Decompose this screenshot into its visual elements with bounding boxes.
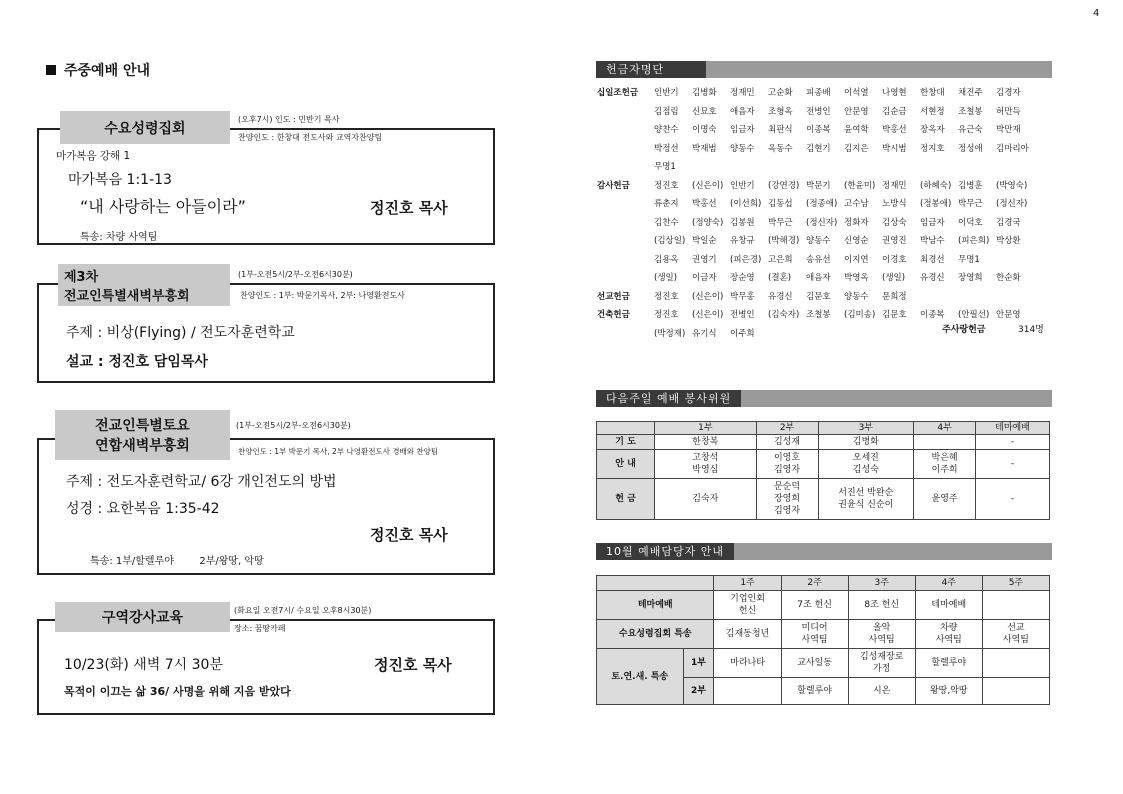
offering-row <box>597 290 1049 304</box>
offering-name: (김숙자) <box>768 310 800 320</box>
offering-name: (강연경) <box>768 180 800 191</box>
offering-row <box>597 216 1049 230</box>
offering-name: 전병인 <box>806 106 831 117</box>
offering-name: 이주희 <box>730 328 755 339</box>
offering-name: 양동수 <box>730 143 755 154</box>
offering-name: (이선희) <box>730 199 762 209</box>
row-label-cell: 헌 금 <box>597 479 655 520</box>
offering-name: 조형옥 <box>768 106 793 117</box>
dawn-revival-tag <box>58 264 230 306</box>
table-cell: 할렐루야 <box>915 649 982 678</box>
next-week-table <box>596 421 1050 520</box>
offering-name: 조철봉 <box>958 106 983 117</box>
offering-names <box>654 142 1034 154</box>
offering-name: 윤여학 <box>844 125 869 135</box>
offering-name: (결혼) <box>768 273 792 283</box>
table-cell: 윤영주 <box>914 479 976 520</box>
dawn-revival-theme: 주제 : 비상(Flying) / 전도자훈련학교 <box>66 325 295 341</box>
district-tag: 구역강사교육 <box>55 602 230 632</box>
offering-name: 정재민 <box>882 180 907 191</box>
offering-name: (정양숙) <box>692 217 724 228</box>
row-label-cell: 테마예배 <box>597 591 714 620</box>
page-number: 4 <box>1093 8 1100 19</box>
offering-name: 신묘호 <box>692 106 717 117</box>
offering-name: 무명1 <box>654 162 676 172</box>
table-cell <box>982 649 1049 678</box>
offering-names <box>654 271 1034 283</box>
table-header-cell: 4주 <box>915 576 982 591</box>
offering-name: 박홍선 <box>692 199 717 209</box>
table-cell: 미디어 사역팀 <box>781 620 848 649</box>
offering-name: 옥동수 <box>768 143 793 154</box>
dawn-revival-tag-line1: 제3차 <box>64 270 99 285</box>
table-cell: 고창석 박영심 <box>655 450 756 479</box>
offering-name: (박정재) <box>654 328 686 339</box>
offering-name: 피종배 <box>806 88 831 98</box>
offering-name: 고수남 <box>844 199 869 209</box>
offering-category: 십일조헌금 <box>597 88 639 98</box>
offering-name: 박정선 <box>654 143 679 154</box>
table-row <box>597 649 1050 678</box>
offering-name: 양찬수 <box>654 125 679 135</box>
offering-name: 박남수 <box>920 236 945 246</box>
table-cell: 시온 <box>848 678 915 705</box>
offering-name: 박일순 <box>692 236 717 246</box>
offering-name: 정진호 <box>654 310 679 320</box>
wednesday-scripture: 마가복음 1:1-13 <box>68 172 172 188</box>
table-cell: 서진선 박완순 권윤식 신순이 <box>818 479 913 520</box>
table-cell: 왕땅,악땅 <box>915 678 982 705</box>
offering-name: 인반기 <box>730 180 755 191</box>
saturday-scripture: 성경 : 요한복음 1:35-42 <box>66 501 220 517</box>
offering-name: 김경국 <box>996 217 1021 228</box>
table-cell: 김성재장로 가정 <box>848 649 915 678</box>
row-label-cell: 토.연.새. 특송 <box>597 649 684 705</box>
table-cell: - <box>976 450 1050 479</box>
offering-names <box>654 234 1034 246</box>
table-cell: 김성재 <box>756 435 818 450</box>
offering-name: 문희정 <box>882 291 907 302</box>
square-bullet-icon <box>46 65 56 75</box>
offering-row <box>597 197 1049 211</box>
table-cell: 할렐루야 <box>781 678 848 705</box>
offering-name: 양동수 <box>844 291 869 302</box>
offering-name: 정성애 <box>958 143 983 154</box>
offering-name: 김순금 <box>882 106 907 117</box>
offering-name: (정신자) <box>806 217 838 228</box>
offering-name: 신영순 <box>844 236 869 246</box>
offering-name: (정종애) <box>806 199 838 209</box>
wednesday-series: 마가복음 강해 1 <box>56 150 131 162</box>
offering-name: (하혜숙) <box>920 180 952 191</box>
offering-name: (박해경) <box>768 236 800 246</box>
offering-name: 박문기 <box>806 180 831 191</box>
table-header-cell: 2부 <box>756 422 818 435</box>
table-cell: 이영호 김영자 <box>756 450 818 479</box>
table-row <box>597 435 1050 450</box>
offering-row <box>597 142 1049 156</box>
table-cell <box>714 678 781 705</box>
offering-name: 애음자 <box>730 106 755 117</box>
table-header-cell <box>597 576 714 591</box>
offering-name: 고순화 <box>768 88 793 98</box>
offering-name: 이종복 <box>920 310 945 320</box>
offering-name: 전병인 <box>730 310 755 320</box>
offering-header <box>596 61 1052 78</box>
table-cell <box>982 678 1049 705</box>
table-header-cell: 2주 <box>781 576 848 591</box>
offering-name: 유근숙 <box>958 125 983 135</box>
table-cell: 문순덕 장영희 김영자 <box>756 479 818 520</box>
offering-name: 박무근 <box>958 199 983 209</box>
offering-name: 유기식 <box>692 328 717 339</box>
offering-extra-label: 주사랑헌금 <box>942 325 986 335</box>
offering-name: 장옥자 <box>920 125 945 135</box>
saturday-preacher: 정진호 목사 <box>370 526 448 544</box>
offering-name: 정지호 <box>920 143 945 154</box>
offering-name: 안문영 <box>996 310 1021 320</box>
offering-name: 이석열 <box>844 88 869 98</box>
offering-name: 김문호 <box>882 310 907 320</box>
offering-name: 권영기 <box>692 254 717 265</box>
offering-name: 서현정 <box>920 106 945 117</box>
offering-category: 선교헌금 <box>597 291 630 302</box>
table-cell: 김재동청년 <box>714 620 781 649</box>
row-label-cell: 수요성령집회 특송 <box>597 620 714 649</box>
offering-name: 박만재 <box>996 125 1021 135</box>
wednesday-preacher: 정진호 목사 <box>370 199 448 217</box>
offering-name: 박무홍 <box>730 291 755 302</box>
offering-name: 이지연 <box>844 254 869 265</box>
table-cell: - <box>976 479 1050 520</box>
offering-name: 박홍선 <box>882 125 907 135</box>
table-header-cell: 5주 <box>982 576 1049 591</box>
table-header-cell: 1주 <box>714 576 781 591</box>
offering-name: 허만득 <box>996 106 1021 117</box>
offering-name: 한창대 <box>920 88 945 98</box>
offering-names <box>654 308 1034 320</box>
offering-name: 김마리아 <box>996 143 1029 154</box>
table-header-cell: 4부 <box>914 422 976 435</box>
table-cell <box>914 435 976 450</box>
offering-name: (정봉애) <box>920 199 952 209</box>
table-cell: 김병화 <box>818 435 913 450</box>
table-cell: 오세진 김성숙 <box>818 450 913 479</box>
offering-category: 건축헌금 <box>597 310 630 320</box>
offering-name: 김상숙 <box>882 217 907 228</box>
october-title: 10월 예배담당자 안내 <box>596 543 734 560</box>
saturday-tag-line1: 전교인특별토요 <box>95 418 190 434</box>
offering-name: 나영현 <box>882 88 907 98</box>
offering-name: 애음자 <box>806 273 831 283</box>
table-cell: 교사일동 <box>781 649 848 678</box>
offering-names <box>654 216 1034 228</box>
offering-name: 박재범 <box>692 143 717 154</box>
offering-names <box>654 123 1034 135</box>
offering-name: (신은이) <box>692 310 724 320</box>
row-label-cell: 안 내 <box>597 450 655 479</box>
offering-name: (김미송) <box>844 310 876 320</box>
offering-names <box>654 160 692 172</box>
table-cell <box>982 591 1049 620</box>
offering-name: (피은희) <box>958 236 990 246</box>
section-title-text: 주중예배 안내 <box>64 63 151 79</box>
offering-name: 고은희 <box>768 254 793 265</box>
next-week-header <box>596 390 1052 407</box>
table-header-cell <box>597 422 655 435</box>
offering-name: (정신자) <box>996 199 1028 209</box>
row-label-cell: 2부 <box>683 678 714 705</box>
offering-name: 정진호 <box>654 291 679 302</box>
offering-name: 무명1 <box>958 254 980 265</box>
district-meta-place: 장소: 꿈땅카페 <box>234 624 286 633</box>
offering-name: 인반기 <box>654 88 679 98</box>
offering-row <box>597 253 1049 267</box>
table-header-row <box>597 576 1050 591</box>
offering-name: 임금자 <box>730 125 755 135</box>
offering-row <box>597 105 1049 119</box>
table-header-row <box>597 422 1050 435</box>
offering-name: 김봉원 <box>730 217 755 228</box>
offering-name: 정재민 <box>730 88 755 98</box>
district-meta-time: (화요일 오전7시/ 수요일 오후8시30분) <box>234 606 372 615</box>
offering-name: 최판식 <box>768 125 793 135</box>
table-header-cell: 1부 <box>655 422 756 435</box>
table-cell: 기업인회 헌신 <box>714 591 781 620</box>
table-cell: 올악 사역팀 <box>848 620 915 649</box>
table-header-cell: 3부 <box>818 422 913 435</box>
table-cell: 선교 사역팀 <box>982 620 1049 649</box>
next-week-title: 다음주일 예배 봉사위원 <box>596 390 741 407</box>
offering-name: 이덕호 <box>958 217 983 228</box>
row-label-cell: 1부 <box>683 649 714 678</box>
district-preacher: 정진호 목사 <box>374 656 452 674</box>
table-cell: 마라나타 <box>714 649 781 678</box>
offering-name: (신은이) <box>692 291 724 302</box>
offering-name: 김점림 <box>654 106 679 117</box>
table-cell: 테마예배 <box>915 591 982 620</box>
offering-title: 헌금자명단 <box>596 61 706 78</box>
offering-name: 노방식 <box>882 199 907 209</box>
saturday-theme: 주제 : 전도자훈련학교/ 6강 개인전도의 방법 <box>66 474 337 490</box>
offering-name: 유경신 <box>768 291 793 302</box>
saturday-tag-line2: 연합새벽부흥회 <box>95 438 190 454</box>
offering-name: 장순영 <box>730 273 755 283</box>
saturday-meta-time: (1부-오전5시/2부-오전6시30분) <box>236 421 351 430</box>
district-date: 10/23(화) 새벽 7시 30분 <box>64 657 223 673</box>
saturday-tag <box>55 410 230 460</box>
offering-name: 김문호 <box>806 291 831 302</box>
offering-name: (김상일) <box>654 236 686 246</box>
offering-name: 박영옥 <box>844 273 869 283</box>
offering-row <box>597 123 1049 137</box>
offering-name: (피은경) <box>730 254 762 265</box>
offering-row <box>597 308 1049 322</box>
offering-row <box>597 179 1049 193</box>
dawn-revival-meta-praise: 찬양인도 : 1부: 박문기목사, 2부: 나영환전도사 <box>240 291 405 300</box>
offering-name: 이금자 <box>692 273 717 283</box>
offering-name: 김병훈 <box>958 180 983 191</box>
wednesday-meta-time: (오후7시) 인도 : 민반기 목사 <box>238 115 340 124</box>
offering-name: 권영진 <box>882 236 907 246</box>
wednesday-special: 특송: 차량 사역팀 <box>80 232 158 243</box>
offering-names <box>654 86 1034 98</box>
offering-names <box>654 253 996 265</box>
offering-name: (생일) <box>654 273 678 283</box>
offering-row <box>597 271 1049 285</box>
offering-name: 최경선 <box>920 254 945 265</box>
table-cell: 7조 헌신 <box>781 591 848 620</box>
offering-name: 안문영 <box>844 106 869 117</box>
offering-name: 김찬수 <box>654 217 679 228</box>
offering-name: 류춘지 <box>654 199 679 209</box>
offering-name: 한순화 <box>996 273 1021 283</box>
offering-row <box>597 234 1049 248</box>
offering-names <box>654 105 1034 117</box>
offering-name: 이명숙 <box>692 125 717 135</box>
dawn-revival-tag-line2: 전교인특별새벽부흥회 <box>64 289 190 304</box>
table-row <box>597 620 1050 649</box>
table-cell: 김숙자 <box>655 479 756 520</box>
table-row <box>597 479 1050 520</box>
offering-row <box>597 86 1049 100</box>
offering-name: 임금자 <box>920 217 945 228</box>
offering-category: 감사헌금 <box>597 180 630 191</box>
offering-name: 김경자 <box>996 88 1021 98</box>
offering-name: 정화자 <box>844 217 869 228</box>
offering-name: (생일) <box>882 273 906 283</box>
saturday-meta-praise: 찬양인도 : 1부 박문기 목사, 2부 나영환전도사 경배와 찬양팀 <box>238 447 439 456</box>
offering-name: (안필선) <box>958 310 990 320</box>
offering-name: 채진주 <box>958 88 983 98</box>
table-row <box>597 450 1050 479</box>
dawn-revival-meta-time: (1부-오전5시/2부-오전6시30분) <box>238 270 353 279</box>
row-label-cell: 기 도 <box>597 435 655 450</box>
table-header-cell: 3주 <box>848 576 915 591</box>
wednesday-sermon: “내 사랑하는 아들이라” <box>80 197 246 216</box>
offering-name: 유경신 <box>920 273 945 283</box>
offering-name: 김동섭 <box>768 199 793 209</box>
offering-row <box>597 160 1049 174</box>
october-header <box>596 543 1052 560</box>
offering-name: 김현기 <box>806 143 831 154</box>
offering-name: (박영숙) <box>996 180 1028 191</box>
table-cell: 한창복 <box>655 435 756 450</box>
offering-names <box>654 290 920 302</box>
offering-name: 박시범 <box>882 143 907 154</box>
table-header-cell: 테마예배 <box>976 422 1050 435</box>
saturday-special: 특송: 1부/할렐루야 2부/왕땅, 악땅 <box>90 556 264 567</box>
offering-name: 이종복 <box>806 125 831 135</box>
offering-name: (신은이) <box>692 180 724 191</box>
table-cell: 8조 헌신 <box>848 591 915 620</box>
offering-names <box>654 327 768 339</box>
wednesday-meta-praise: 찬양인도 : 한창대 전도사와 교역자찬양팀 <box>238 133 383 142</box>
october-table <box>596 575 1050 705</box>
dawn-revival-preacher: 설교 : 정진호 담임목사 <box>66 354 208 370</box>
offering-extra-value: 314명 <box>1018 325 1044 335</box>
table-row <box>597 591 1050 620</box>
offering-name: 이경호 <box>882 254 907 265</box>
offering-name: 박무근 <box>768 217 793 228</box>
offering-name: 조철봉 <box>806 310 831 320</box>
offering-names <box>654 197 1034 209</box>
offering-name: 유창규 <box>730 236 755 246</box>
section-title <box>46 60 150 80</box>
offering-name: 송유선 <box>806 254 831 265</box>
offering-names <box>654 179 1034 191</box>
offering-name: 양동수 <box>806 236 831 246</box>
table-cell: 박은혜 이주희 <box>914 450 976 479</box>
table-cell: - <box>976 435 1050 450</box>
offering-name: 김병화 <box>692 88 717 98</box>
district-note: 목적이 이끄는 삶 36/ 사명을 위해 지음 받았다 <box>64 685 291 698</box>
offering-name: (한윤미) <box>844 180 876 191</box>
offering-name: 김용옥 <box>654 254 679 265</box>
offering-name: 정진호 <box>654 180 679 191</box>
offering-name: 장영희 <box>958 273 983 283</box>
wednesday-tag: 수요성령집회 <box>60 111 230 144</box>
offering-name: 김지은 <box>844 143 869 154</box>
offering-name: 박상환 <box>996 236 1021 246</box>
table-cell: 차량 사역팀 <box>915 620 982 649</box>
